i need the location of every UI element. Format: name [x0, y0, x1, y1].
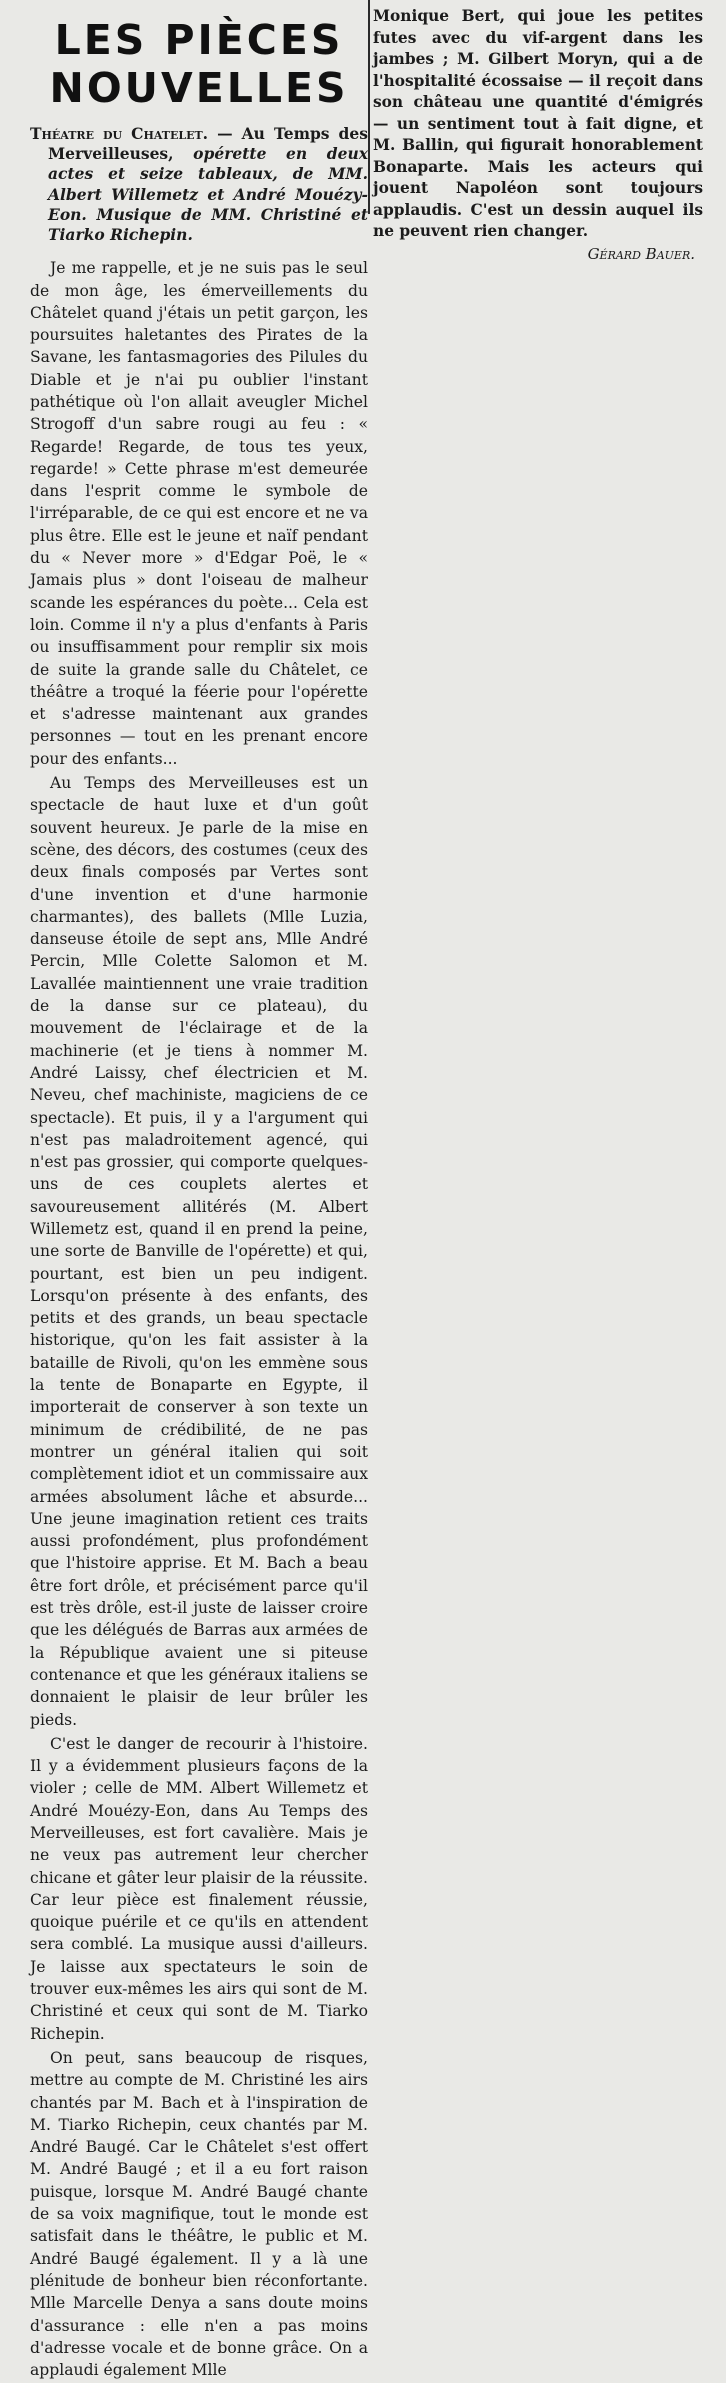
lead-venue: Théatre du Chatelet.: [30, 124, 209, 143]
column-divider: [368, 0, 370, 214]
headline-line-2: NOUVELLES: [49, 64, 349, 112]
author-signature: Gérard Bauer.: [587, 244, 695, 263]
lead-paragraph: [30, 124, 368, 245]
body-paragraph-4: On peut, sans beaucoup de risques, mettre au compte de M. Christiné les airs chantés par M. Bach et à l'inspiration de M. Tiarko Richepin, ceux chantés par M. André Baugé. Car le Châtelet s'est offert M. André Baugé ; et il a eu fort raison puisque, lorsque M. André Baugé chante de sa voix magnifique, tout le monde est satisfait dans le théâtre, le public et M. André Baugé également. Il y a là une plénitude de bonheur bien réconfortante. Mlle Marcelle Denya a sans doute moins d'assurance : elle n'en a pas moins d'adresse vocale et de bonne grâce. On a applaudi également Mlle: [30, 2048, 368, 2380]
headline: [30, 16, 368, 112]
article-body: [30, 257, 368, 2381]
body-paragraph-3: C'est le danger de recourir à l'histoire. Il y a évidemment plusieurs façons de la violer ; celle de MM. Albert Willemetz et André Mouézy-Eon, dans Au Temps des Merveilleuses, est fort cavalière. Mais je ne veux pas autrement leur chercher chicane et gâter leur plaisir de la réussite. Car leur pièce est finalement réussie, quoique puérile et ce qu'ils en attendent sera comblé. La musique aussi d'ailleurs. Je laisse aux spectateurs le soin de trouver eux-mêmes les airs qui sont de M. Christiné et ceux qui sont de M. Tiarko Richepin.: [30, 1734, 368, 2043]
body-paragraph-1: Je me rappelle, et je ne suis pas le seul de mon âge, les émerveillements du Châtelet quand j'étais un petit garçon, les poursuites haletantes des Pirates de la Savane, les fantasmagories des Pilules du Diable et je n'ai pu oublier l'instant pathétique où l'on allait aveugler Michel Strogoff d'un sabre rougi au feu : « Regarde! Regarde, de tous tes yeux, regarde! » Cette phrase m'est demeurée dans l'esprit comme le symbole de l'irréparable, de ce qui est encore et ne va plus être. Elle est le jeune et naïf pendant du « Never more » d'Edgar Poë, le « Jamais plus » dont l'oiseau de malheur scande les espérances du poète... Cela est loin. Comme il n'y a plus d'enfants à Paris ou insuffisamment pour remplir six mois de suite la grande salle du Châtelet, ce théâtre a troqué la féerie pour l'opérette et s'adresse maintenant aux grandes personnes — tout en les prenant encore pour des enfants...: [30, 259, 368, 768]
right-column: [373, 0, 703, 263]
lead-genre: opérette en deux actes et seize tableaux, de MM. Albert Willemetz et André Mouézy-Eon. Musique de MM. Christiné et Tiarko Richepin.: [48, 144, 368, 245]
headline-line-1: LES PIÈCES: [54, 16, 344, 64]
body-paragraph-2: Au Temps des Merveilleuses est un spectacle de haut luxe et d'un goût souvent heureux. Je parle de la mise en scène, des décors, des costumes (ceux des deux finals composés par Vertes sont d'une invention et d'une harmonie charmantes), des ballets (Mlle Luzia, danseuse étoile de sept ans, Mlle André Percin, Mlle Colette Salomon et M. Lavallée maintiennent une vraie tradition de la danse sur ce plateau), du mouvement de l'éclairage et de la machinerie (et je tiens à nommer M. André Laissy, chef électricien et M. Neveu, chef machiniste, magiciens de ce spectacle). Et puis, il y a l'argument qui n'est pas maladroitement agencé, qui n'est pas grossier, qui comporte quelques-uns de ces couplets alertes et savoureusement allitérés (M. Albert Willemetz est, quand il en prend la peine, une sorte de Banville de l'opérette) et qui, pourtant, est bien un peu indigent. Lorsqu'on présente à des enfants, des petits et des grands, un beau spectacle historique, qu'on les fait assister à la bataille de Rivoli, qu'on les emmène sous la tente de Bonaparte en Egypte, il importerait de conserver à son texte un minimum de crédibilité, de ne pas montrer un général italien qui soit complètement idiot et un commissaire aux armées absolument lâche et absurde... Une jeune imagination retient ces traits aussi profondément, plus profondément que l'histoire apprise. Et M. Bach a beau être fort drôle, et précisément parce qu'il est très drôle, est-il juste de laisser croire que les délégués de Barras aux armées de la République avaient une si piteuse contenance et que les généraux italiens se donnaient le plaisir de leur brûler les pieds.: [30, 774, 368, 1729]
lead-title-intro: — Au Temps des Merveilleuses,: [48, 124, 368, 164]
left-column: [30, 0, 368, 2383]
right-column-text: Monique Bert, qui joue les petites futes avec du vif-argent dans les jambes ; M. Gilbert Moryn, qui a de l'hospitalité écossaise — il reçoit dans son château une quantité d'émigrés — un sentiment tout à fait digne, et M. Ballin, qui figurait honorablement Bonaparte. Mais les acteurs qui jouent Napoléon sont toujours applaudis. C'est un dessin auquel ils ne peuvent rien changer.: [373, 7, 703, 240]
